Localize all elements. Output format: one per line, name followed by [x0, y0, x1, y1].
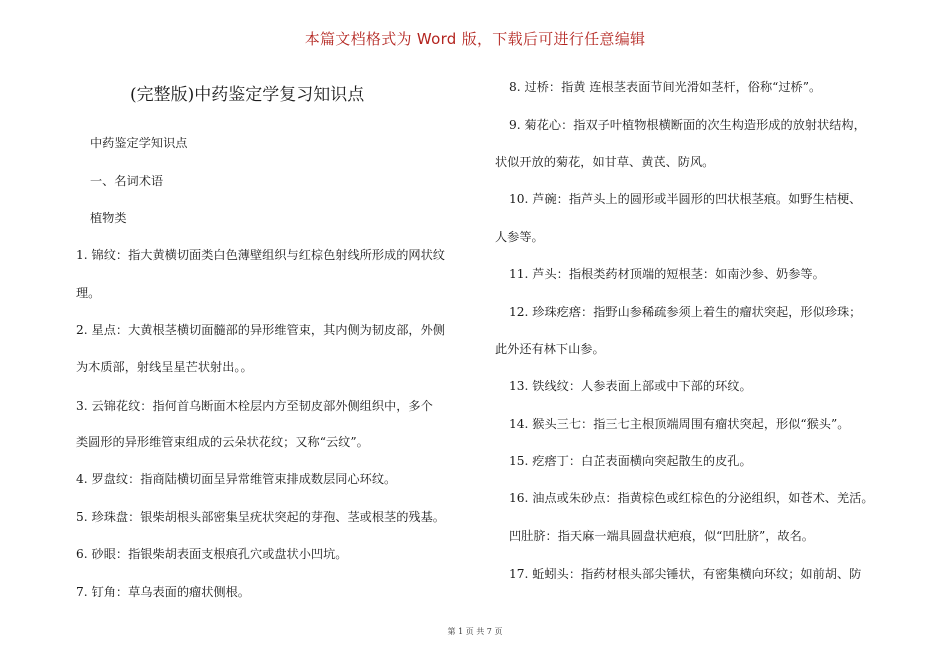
body-line: 7. 钉角：草乌表面的瘤状侧根。 — [76, 585, 250, 599]
section-heading: 一、名词术语 — [90, 174, 164, 188]
body-line: 14. 猴头三七：指三七主根顶端周围有瘤状突起，形似“猴头”。 — [509, 417, 850, 431]
body-line: 人参等。 — [495, 230, 544, 244]
page-title: (完整版)中药鉴定学复习知识点 — [130, 85, 365, 105]
download-banner: 本篇文档格式为 Word 版，下载后可进行任意编辑 — [304, 30, 646, 48]
body-line: 10. 芦碗：指芦头上的圆形或半圆形的凹状根茎痕。如野生桔梗、 — [509, 192, 862, 206]
body-line: 2. 星点：大黄根茎横切面髓部的异形维管束，其内侧为韧皮部，外侧 — [76, 323, 445, 337]
body-line: 12. 珍珠疙瘩：指野山参稀疏参须上着生的瘤状突起，形似珍珠； — [509, 305, 862, 319]
page-number: 第 1 页 共 7 页 — [447, 627, 503, 636]
body-line: 4. 罗盘纹：指商陆横切面呈异常维管束排成数层同心环纹。 — [76, 472, 397, 486]
body-line: 3. 云锦花纹：指何首乌断面木栓层内方至韧皮部外侧组织中，多个 — [76, 399, 433, 413]
body-line: 理。 — [76, 286, 101, 300]
body-line: 1. 锦纹：指大黄横切面类白色薄壁组织与红棕色射线所形成的网状纹 — [76, 248, 445, 262]
body-line: 凹肚脐：指天麻一端具圆盘状疤痕，似“凹肚脐”，故名。 — [509, 529, 814, 543]
body-line: 11. 芦头：指根类药材顶端的短根茎：如南沙参、奶参等。 — [509, 267, 825, 281]
section-heading: 中药鉴定学知识点 — [90, 136, 188, 150]
section-heading: 植物类 — [90, 211, 127, 225]
body-line: 类圆形的异形维管束组成的云朵状花纹；又称“云纹”。 — [76, 435, 369, 449]
body-line: 9. 菊花心：指双子叶植物根横断面的次生构造形成的放射状结构， — [509, 118, 866, 132]
body-line: 8. 过桥：指黄 连根茎表面节间光滑如茎杆，俗称“过桥”。 — [509, 80, 822, 94]
body-line: 状似开放的菊花，如甘草、黄芪、防风。 — [495, 155, 715, 169]
body-line: 6. 砂眼：指银柴胡表面支根痕孔穴或盘状小凹坑。 — [76, 547, 348, 561]
body-line: 13. 铁线纹：人参表面上部或中下部的环纹。 — [509, 379, 752, 393]
body-line: 此外还有林下山参。 — [495, 342, 605, 356]
body-line: 5. 珍珠盘：银柴胡根头部密集呈疣状突起的芽孢、茎或根茎的残基。 — [76, 510, 445, 524]
body-line: 17. 蚯蚓头：指药材根头部尖锤状，有密集横向环纹；如前胡、防 — [509, 567, 862, 581]
body-line: 为木质部，射线呈星芒状射出。。 — [76, 360, 253, 374]
body-line: 16. 油点或朱砂点：指黄棕色或红棕色的分泌组织，如苍术、羌活。 — [509, 491, 874, 505]
body-line: 15. 疙瘩丁：白芷表面横向突起散生的皮孔。 — [509, 454, 752, 468]
